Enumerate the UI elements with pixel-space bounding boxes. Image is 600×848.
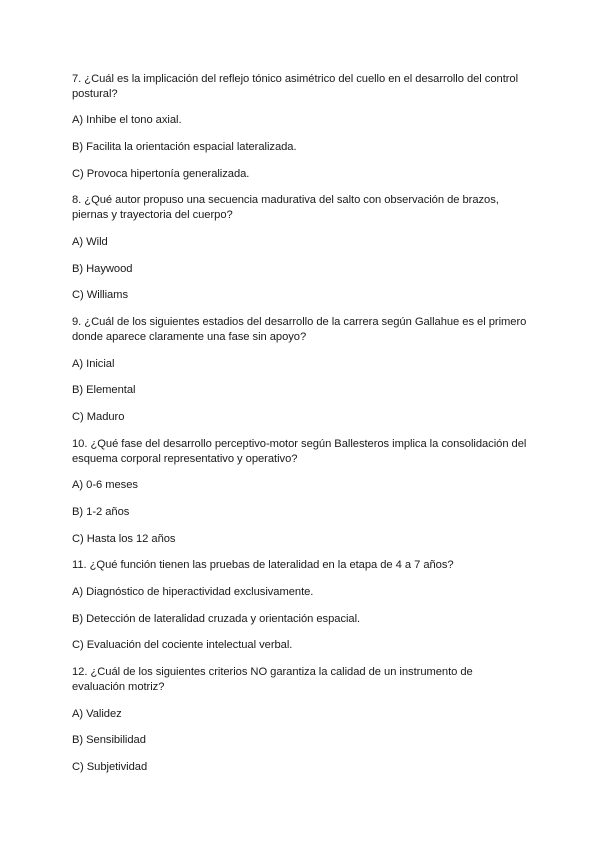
question-10-stem-line-2: esquema corporal representativo y operativo? (72, 453, 298, 465)
question-9-option-c: C) Maduro (72, 411, 125, 423)
question-8-option-b: B) Haywood (72, 263, 133, 275)
question-10-stem-line-1: 10. ¿Qué fase del desarrollo perceptivo-motor según Ballesteros implica la consolidación del (72, 438, 527, 450)
question-11-option-b: B) Detección de lateralidad cruzada y orientación espacial. (72, 613, 361, 625)
question-7-option-c: C) Provoca hipertonía generalizada. (72, 168, 250, 180)
question-7-option-a: A) Inhibe el tono axial. (72, 114, 182, 126)
question-12-option-a: A) Validez (72, 708, 122, 720)
question-11-stem-line-1: 11. ¿Qué función tienen las pruebas de lateralidad en la etapa de 4 a 7 años? (72, 559, 454, 571)
question-10-option-c: C) Hasta los 12 años (72, 533, 176, 545)
question-8-stem-line-2: piernas y trayectoria del cuerpo? (72, 209, 233, 221)
question-8-option-a: A) Wild (72, 236, 108, 248)
question-10-option-a: A) 0-6 meses (72, 479, 138, 491)
question-12-option-b: B) Sensibilidad (72, 734, 146, 746)
question-12-option-c: C) Subjetividad (72, 761, 148, 773)
question-11-option-a: A) Diagnóstico de hiperactividad exclusivamente. (72, 586, 314, 598)
question-7-stem-line-2: postural? (72, 88, 118, 100)
question-9-stem-line-2: donde aparece claramente una fase sin apoyo? (72, 331, 307, 343)
question-10-option-b: B) 1-2 años (72, 506, 130, 518)
question-8-stem-line-1: 8. ¿Qué autor propuso una secuencia madurativa del salto con observación de brazos, (72, 194, 499, 206)
question-9-stem-line-1: 9. ¿Cuál de los siguientes estadios del desarrollo de la carrera según Gallahue es el primero (72, 316, 527, 328)
question-7-option-b: B) Facilita la orientación espacial lateralizada. (72, 141, 297, 153)
question-9-option-b: B) Elemental (72, 384, 136, 396)
question-7-stem-line-1: 7. ¿Cuál es la implicación del reflejo tónico asimétrico del cuello en el desarrollo del control (72, 73, 519, 85)
question-12-stem-line-2: evaluación motriz? (72, 681, 165, 693)
question-8-option-c: C) Williams (72, 289, 128, 301)
question-12-stem-line-1: 12. ¿Cuál de los siguientes criterios NO garantiza la calidad de un instrumento de (72, 666, 473, 678)
question-9-option-a: A) Inicial (72, 358, 115, 370)
question-11-option-c: C) Evaluación del cociente intelectual verbal. (72, 639, 293, 651)
